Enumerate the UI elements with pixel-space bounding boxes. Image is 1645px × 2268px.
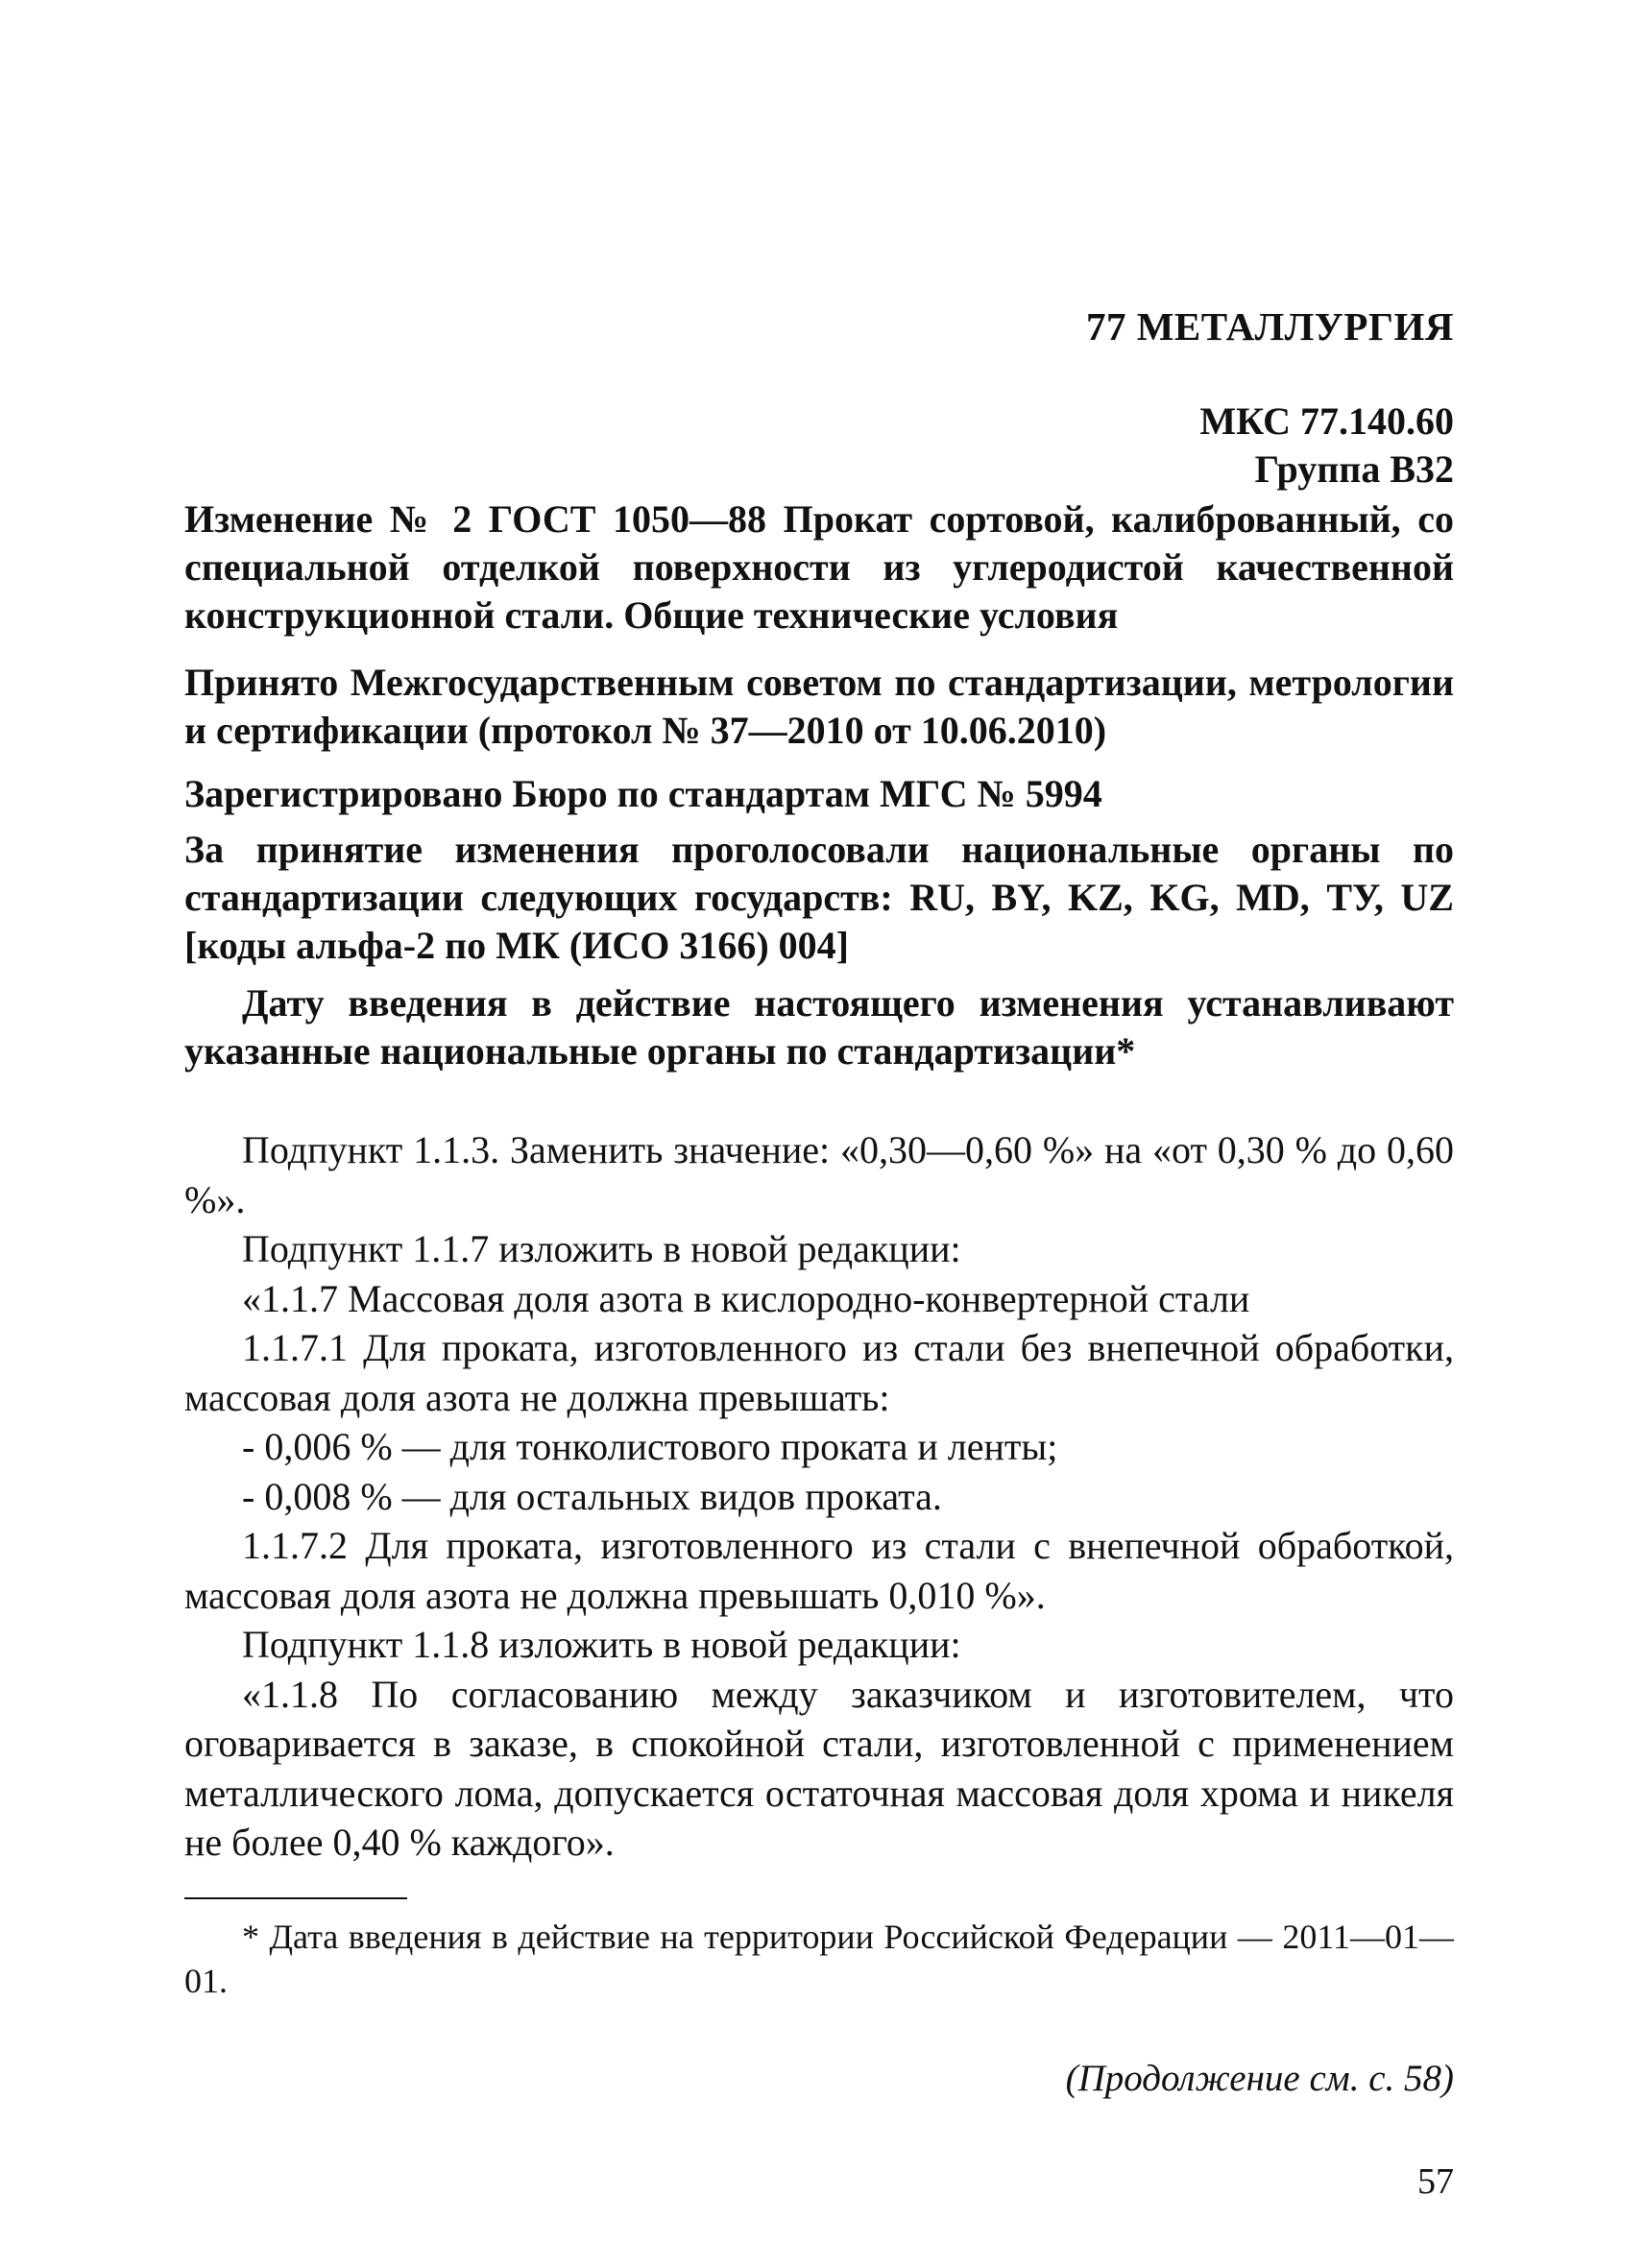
paragraph: Подпункт 1.1.8 изложить в новой редакции: [242,1623,961,1666]
body-text [184,1125,1454,1868]
continuation-note: (Продолжение см. с. 58) [1065,2058,1454,2099]
footnote: * Дата введения в действие на территории Российской Федерации — 2011—01—01. [184,1918,1454,2000]
section-heading: 77 МЕТАЛЛУРГИЯ [1085,304,1454,349]
paragraph: 1.1.7.1 Для проката, изготовленного из стали без внепечной обработки, массовая доля азота не должна превышать: [184,1326,1454,1419]
group-code: Группа В32 [1254,447,1454,491]
mks-code: МКС 77.140.60 [1199,399,1454,443]
classification-block [1199,398,1454,494]
paragraph: - 0,006 % — для тонколистового проката и ленты; [242,1425,1058,1468]
registered-statement: Зарегистрировано Бюро по стандартам МГС № 5994 [184,772,1102,815]
voted-statement: За принятие изменения проголосовали национальные органы по стандартизации следующих государств: RU, BY, KZ, KG, MD, ТУ, UZ [коды альфа-2 по МК (ИСО 3166) 004] [184,828,1454,967]
paragraph: 1.1.7.2 Для проката, изготовленного из стали с внепечной обработкой, массовая доля азота не должна превышать 0,010 %». [184,1524,1454,1617]
paragraph: - 0,008 % — для остальных видов проката. [242,1474,942,1518]
page-number: 57 [1417,2161,1454,2202]
paragraph: Подпункт 1.1.3. Заменить значение: «0,30—0,60 %» на «от 0,30 % до 0,60 %». [184,1128,1454,1221]
accepted-statement: Принято Межгосударственным советом по стандартизации, метрологии и сертификации (протокол № 37—2010 от 10.06.2010) [184,661,1454,752]
paragraph: «1.1.8 По согласованию между заказчиком и изготовителем, что оговаривается в заказе, в спокойной стали, изготовленной с применением металлического лома, допускается остаточная массовая доля хрома и никеля не более 0,40 % каждого». [184,1672,1454,1864]
paragraph: Подпункт 1.1.7 изложить в новой редакции: [242,1227,961,1270]
effective-date-statement: Дату введения в действие настоящего изменения устанавливают указанные национальные органы по стандартизации* [184,981,1454,1073]
amendment-title: Изменение № 2 ГОСТ 1050—88 Прокат сортовой, калиброванный, со специальной отделкой поверхности из углеродистой качественной конструкционной стали. Общие технические условия [184,497,1454,637]
paragraph: «1.1.7 Массовая доля азота в кислородно-конвертерной стали [242,1276,1250,1320]
document-page [184,0,1454,2268]
footnote-divider [184,1897,407,1899]
